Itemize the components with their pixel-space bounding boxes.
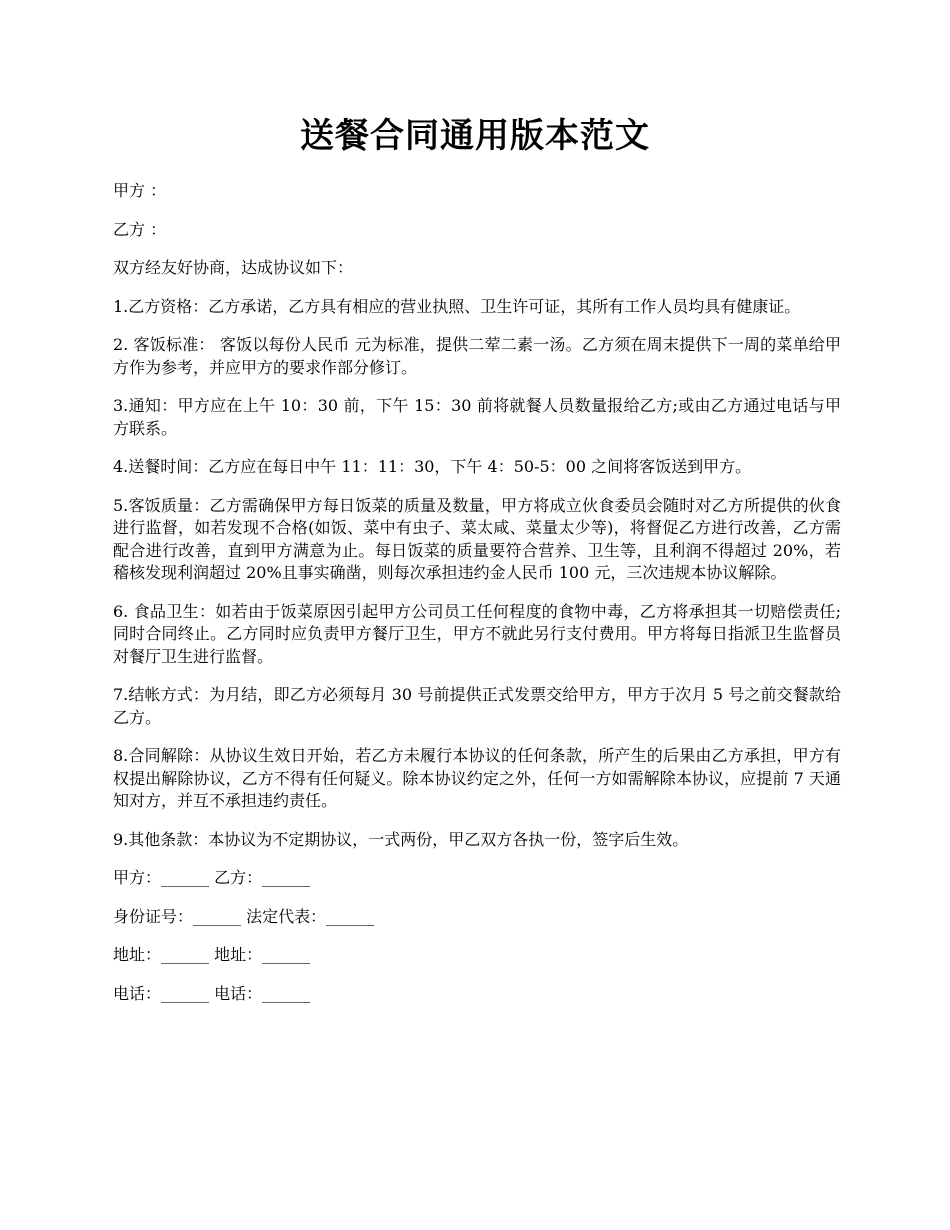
clause-8-termination: 8.合同解除：从协议生效日开始，若乙方未履行本协议的任何条款，所产生的后果由乙方承担，甲方有权提出解除协议，乙方不得有任何疑义。除本协议约定之外，任何一方如需解除本协议，应提前 7 天通知对方，并互不承担违约责任。 <box>113 746 841 810</box>
clause-3-notification: 3.通知：甲方应在上午 10：30 前，下午 15：30 前将就餐人员数量报给乙方;或由乙方通过电话与甲方联系。 <box>113 396 841 438</box>
clause-9-other-terms: 9.其他条款：本协议为不定期协议，一式两份，甲乙双方各执一份，签字后生效。 <box>113 829 689 849</box>
signature-id-representative: 身份证号：______ 法定代表：______ <box>113 906 375 926</box>
clause-4-delivery-time: 4.送餐时间：乙方应在每日中午 11：11：30，下午 4：50-5：00 之间将客饭送到甲方。 <box>113 457 752 476</box>
party-a-line: 甲方 ： <box>113 181 167 200</box>
clause-7-settlement: 7.结帐方式：为月结，即乙方必须每月 30 号前提供正式发票交给甲方，甲方于次月 5 号之前交餐款给乙方。 <box>113 685 841 727</box>
signature-phone: 电话：______ 电话：______ <box>113 983 311 1003</box>
clause-6-food-hygiene: 6. 食品卫生：如若由于饭菜原因引起甲方公司员工任何程度的食物中毒，乙方将承担其一切赔偿责任;同时合同终止。乙方同时应负责甲方餐厅卫生，甲方不就此另行支付费用。甲方将每日指派卫生监督员对餐厅卫生进行监督。 <box>113 601 841 666</box>
clause-5-meal-quality: 5.客饭质量：乙方需确保甲方每日饭菜的质量及数量，甲方将成立伙食委员会随时对乙方所提供的伙食进行监督，如若发现不合格(如饭、菜中有虫子、菜太咸、菜量太少等)，将督促乙方进行改善，乙方需配合进行改善，直到甲方满意为止。每日饭菜的质量要符合营养、卫生等，且利润不得超过 20%，若稽核发现利润超过 20%且事实确凿，则每次承担违约金人民币 100 元，三次违规本协议解除。 <box>113 495 841 582</box>
document-title: 送餐合同通用版本范文 <box>300 116 650 156</box>
party-b-line: 乙方 ： <box>113 219 167 239</box>
agreement-intro: 双方经友好协商，达成协议如下： <box>113 258 354 277</box>
clause-1-qualification: 1.乙方资格：乙方承诺，乙方具有相应的营业执照、卫生许可证，其所有工作人员均具有健康证。 <box>113 296 801 316</box>
signature-address: 地址：______ 地址：______ <box>113 945 311 964</box>
clause-2-meal-standard: 2. 客饭标准： 客饭以每份人民币 元为标准，提供二荤二素一汤。乙方须在周末提供下一周的菜单给甲方作为参考，并应甲方的要求作部分修订。 <box>113 335 841 377</box>
signature-parties: 甲方：______ 乙方：______ <box>113 868 311 887</box>
document-body <box>113 180 841 1021</box>
